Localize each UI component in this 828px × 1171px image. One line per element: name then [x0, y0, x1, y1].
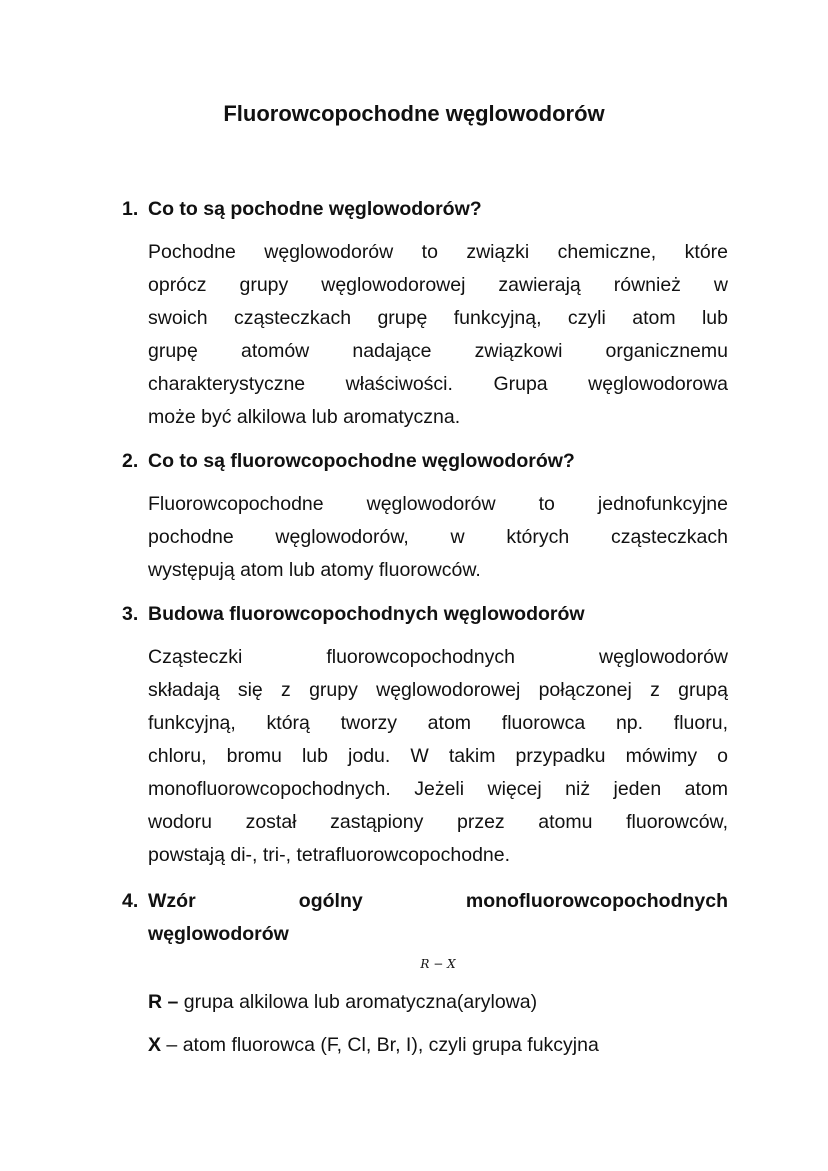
general-formula: R − X	[420, 957, 456, 971]
text-line: monofluorowcopochodnych. Jeżeli więcej niż jeden atom	[148, 778, 728, 800]
section-heading	[122, 445, 728, 478]
section-4	[122, 885, 728, 1067]
definition-term: X	[148, 1034, 162, 1056]
section-2	[122, 445, 728, 587]
section-number: 3.	[122, 603, 139, 625]
definition-text: grupa alkilowa lub aromatyczna(arylowa)	[178, 991, 538, 1013]
section-number: 1.	[122, 198, 139, 220]
text-line: Cząsteczki fluorowcopochodnych węglowodorów	[148, 646, 728, 668]
section-1	[122, 193, 728, 434]
text-line: chloru, bromu lub jodu. W takim przypadku mówimy o	[148, 745, 728, 767]
section-3	[122, 598, 728, 872]
definition-r	[148, 981, 728, 1024]
paragraph	[148, 236, 728, 434]
section-number: 2.	[122, 450, 139, 472]
text-line: wodoru został zastąpiony przez atomu fluorowców,	[148, 811, 728, 833]
section-number: 4.	[122, 890, 139, 912]
section-heading	[122, 193, 728, 226]
text-line: składają się z grupy węglowodorowej połączonej z grupą	[148, 679, 728, 701]
text-line: Fluorowcopochodne węglowodorów to jednofunkcyjne	[148, 493, 728, 515]
text-line: swoich cząsteczkach grupę funkcyjną, czyli atom lub	[148, 307, 728, 329]
heading-text: Budowa fluorowcopochodnych węglowodorów	[148, 603, 585, 625]
text-line: może być alkilowa lub aromatyczna.	[148, 406, 461, 428]
text-line: pochodne węglowodorów, w których cząsteczkach	[148, 526, 728, 548]
document-title: Fluorowcopochodne węglowodorów	[223, 101, 605, 126]
text-line: grupę atomów nadające związkowi organicznemu	[148, 340, 728, 362]
paragraph	[148, 488, 728, 587]
definition-x	[148, 1024, 728, 1067]
text-line: oprócz grupy węglowodorowej zawierają również w	[148, 274, 728, 296]
paragraph	[148, 641, 728, 872]
section-heading	[122, 598, 728, 631]
heading-text: węglowodorów	[148, 923, 289, 945]
text-line: charakterystyczne właściwości. Grupa węglowodorowa	[148, 373, 728, 395]
definition-text: – atom fluorowca (F, Cl, Br, I), czyli grupa fukcyjna	[161, 1034, 599, 1056]
heading-text: Co to są fluorowcopochodne węglowodorów?	[148, 450, 575, 472]
text-line: funkcyjną, którą tworzy atom fluorowca np. fluoru,	[148, 712, 728, 734]
text-line: występują atom lub atomy fluorowców.	[148, 559, 481, 581]
heading-text: Wzór ogólny monofluorowcopochodnych	[148, 890, 728, 912]
definition-term: R –	[148, 991, 179, 1013]
heading-text: Co to są pochodne węglowodorów?	[148, 198, 482, 220]
text-line: Pochodne węglowodorów to związki chemiczne, które	[148, 241, 728, 263]
text-line: powstają di-, tri-, tetrafluorowcopochodne.	[148, 844, 511, 866]
section-heading	[122, 885, 728, 951]
